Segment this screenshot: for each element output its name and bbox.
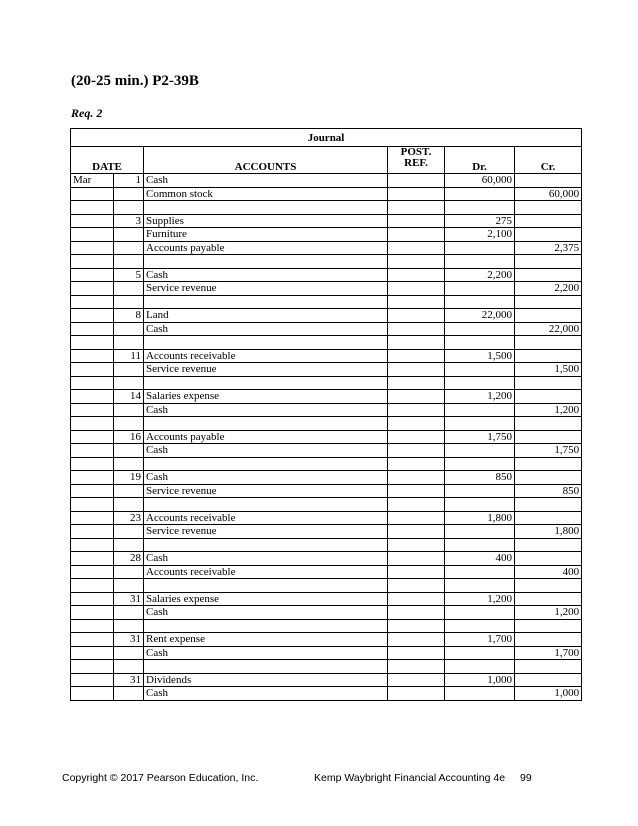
credit-cell bbox=[515, 268, 582, 282]
day-cell bbox=[114, 241, 144, 255]
post-ref-cell bbox=[388, 633, 445, 647]
empty-cell bbox=[388, 660, 445, 674]
copyright-notice: Copyright © 2017 Pearson Education, Inc. bbox=[62, 772, 259, 784]
post-ref-cell bbox=[388, 174, 445, 188]
empty-cell bbox=[445, 660, 515, 674]
credit-cell: 2,200 bbox=[515, 282, 582, 296]
day-cell bbox=[114, 646, 144, 660]
post-ref-cell bbox=[388, 349, 445, 363]
credit-cell bbox=[515, 214, 582, 228]
month-cell bbox=[71, 633, 114, 647]
account-cell: Rent expense bbox=[144, 633, 388, 647]
book-title: Kemp Waybright Financial Accounting 4e bbox=[314, 772, 506, 784]
post-ref-cell bbox=[388, 552, 445, 566]
empty-cell bbox=[388, 498, 445, 512]
journal-row bbox=[71, 633, 582, 647]
credit-cell bbox=[515, 633, 582, 647]
credit-cell bbox=[515, 430, 582, 444]
spacer-row bbox=[71, 376, 582, 390]
journal-row bbox=[71, 187, 582, 201]
journal-row bbox=[71, 228, 582, 242]
debit-cell bbox=[445, 565, 515, 579]
empty-cell bbox=[445, 498, 515, 512]
month-cell bbox=[71, 214, 114, 228]
empty-cell bbox=[388, 336, 445, 350]
day-cell bbox=[114, 403, 144, 417]
post-ref-cell bbox=[388, 484, 445, 498]
debit-cell bbox=[445, 525, 515, 539]
empty-cell bbox=[445, 376, 515, 390]
empty-cell bbox=[114, 498, 144, 512]
empty-cell bbox=[71, 579, 114, 593]
credit-cell bbox=[515, 228, 582, 242]
day-cell: 31 bbox=[114, 592, 144, 606]
empty-cell bbox=[71, 498, 114, 512]
account-cell: Service revenue bbox=[144, 525, 388, 539]
month-cell bbox=[71, 228, 114, 242]
account-cell: Accounts receivable bbox=[144, 349, 388, 363]
debit-cell bbox=[445, 322, 515, 336]
date-header: DATE bbox=[71, 147, 144, 174]
journal-row bbox=[71, 268, 582, 282]
month-cell bbox=[71, 565, 114, 579]
empty-cell bbox=[144, 417, 388, 431]
credit-cell bbox=[515, 592, 582, 606]
debit-cell bbox=[445, 403, 515, 417]
empty-cell bbox=[144, 457, 388, 471]
month-cell bbox=[71, 241, 114, 255]
day-cell bbox=[114, 228, 144, 242]
journal-row bbox=[71, 673, 582, 687]
debit-cell bbox=[445, 187, 515, 201]
credit-cell: 2,375 bbox=[515, 241, 582, 255]
month-cell bbox=[71, 511, 114, 525]
debit-cell: 850 bbox=[445, 471, 515, 485]
empty-cell bbox=[388, 538, 445, 552]
journal-row bbox=[71, 471, 582, 485]
post-ref-cell bbox=[388, 606, 445, 620]
empty-cell bbox=[114, 255, 144, 269]
account-cell: Service revenue bbox=[144, 484, 388, 498]
credit-cell: 400 bbox=[515, 565, 582, 579]
requirement-label: Req. 2 bbox=[71, 106, 103, 120]
empty-cell bbox=[144, 336, 388, 350]
debit-cell: 400 bbox=[445, 552, 515, 566]
spacer-row bbox=[71, 619, 582, 633]
credit-cell bbox=[515, 349, 582, 363]
account-cell: Cash bbox=[144, 444, 388, 458]
post-ref-cell bbox=[388, 187, 445, 201]
empty-cell bbox=[71, 376, 114, 390]
debit-cell bbox=[445, 282, 515, 296]
post-ref-cell bbox=[388, 565, 445, 579]
post-ref-cell bbox=[388, 241, 445, 255]
account-cell: Cash bbox=[144, 646, 388, 660]
empty-cell bbox=[515, 619, 582, 633]
credit-cell bbox=[515, 174, 582, 188]
debit-cell: 22,000 bbox=[445, 309, 515, 323]
empty-cell bbox=[445, 579, 515, 593]
account-cell: Cash bbox=[144, 268, 388, 282]
account-cell: Cash bbox=[144, 322, 388, 336]
journal-title: Journal bbox=[71, 129, 582, 147]
journal-row bbox=[71, 592, 582, 606]
day-cell bbox=[114, 322, 144, 336]
day-cell bbox=[114, 606, 144, 620]
spacer-row bbox=[71, 336, 582, 350]
spacer-row bbox=[71, 538, 582, 552]
month-cell bbox=[71, 687, 114, 701]
empty-cell bbox=[114, 336, 144, 350]
journal-row bbox=[71, 322, 582, 336]
month-cell bbox=[71, 309, 114, 323]
post-ref-cell bbox=[388, 363, 445, 377]
empty-cell bbox=[144, 660, 388, 674]
empty-cell bbox=[515, 201, 582, 215]
empty-cell bbox=[144, 255, 388, 269]
debit-cell: 1,500 bbox=[445, 349, 515, 363]
debit-cell: 2,100 bbox=[445, 228, 515, 242]
journal-row bbox=[71, 525, 582, 539]
account-cell: Land bbox=[144, 309, 388, 323]
empty-cell bbox=[515, 660, 582, 674]
account-cell: Service revenue bbox=[144, 282, 388, 296]
spacer-row bbox=[71, 457, 582, 471]
empty-cell bbox=[445, 295, 515, 309]
month-cell bbox=[71, 322, 114, 336]
empty-cell bbox=[388, 619, 445, 633]
account-cell: Cash bbox=[144, 471, 388, 485]
day-cell: 19 bbox=[114, 471, 144, 485]
credit-cell: 1,500 bbox=[515, 363, 582, 377]
post-ref-cell bbox=[388, 511, 445, 525]
month-cell bbox=[71, 187, 114, 201]
empty-cell bbox=[114, 660, 144, 674]
account-cell: Accounts payable bbox=[144, 241, 388, 255]
debit-cell: 60,000 bbox=[445, 174, 515, 188]
credit-cell: 1,800 bbox=[515, 525, 582, 539]
empty-cell bbox=[445, 619, 515, 633]
journal-row bbox=[71, 430, 582, 444]
empty-cell bbox=[388, 457, 445, 471]
post-ref-cell bbox=[388, 214, 445, 228]
account-cell: Common stock bbox=[144, 187, 388, 201]
credit-cell bbox=[515, 471, 582, 485]
credit-cell: 22,000 bbox=[515, 322, 582, 336]
post-ref-cell bbox=[388, 228, 445, 242]
day-cell: 14 bbox=[114, 390, 144, 404]
account-cell: Accounts receivable bbox=[144, 565, 388, 579]
month-cell bbox=[71, 646, 114, 660]
account-cell: Accounts payable bbox=[144, 430, 388, 444]
credit-cell: 850 bbox=[515, 484, 582, 498]
empty-cell bbox=[515, 538, 582, 552]
month-cell bbox=[71, 552, 114, 566]
empty-cell bbox=[445, 255, 515, 269]
empty-cell bbox=[515, 579, 582, 593]
empty-cell bbox=[144, 619, 388, 633]
month-cell bbox=[71, 282, 114, 296]
empty-cell bbox=[515, 336, 582, 350]
day-cell bbox=[114, 363, 144, 377]
debit-cell bbox=[445, 241, 515, 255]
month-cell bbox=[71, 444, 114, 458]
post-ref-cell bbox=[388, 525, 445, 539]
empty-cell bbox=[515, 417, 582, 431]
debit-cell: 275 bbox=[445, 214, 515, 228]
spacer-row bbox=[71, 498, 582, 512]
credit-cell bbox=[515, 390, 582, 404]
empty-cell bbox=[445, 336, 515, 350]
spacer-row bbox=[71, 201, 582, 215]
month-cell bbox=[71, 349, 114, 363]
post-ref-cell bbox=[388, 390, 445, 404]
day-cell bbox=[114, 525, 144, 539]
journal-row bbox=[71, 606, 582, 620]
empty-cell bbox=[71, 201, 114, 215]
month-cell bbox=[71, 592, 114, 606]
empty-cell bbox=[445, 201, 515, 215]
debit-cell bbox=[445, 606, 515, 620]
empty-cell bbox=[144, 295, 388, 309]
post-ref-cell bbox=[388, 403, 445, 417]
empty-cell bbox=[114, 417, 144, 431]
month-cell bbox=[71, 673, 114, 687]
debit-cell: 1,000 bbox=[445, 673, 515, 687]
debit-header: Dr. bbox=[445, 147, 515, 174]
post-ref-header: POST. REF. bbox=[388, 147, 445, 174]
day-cell: 11 bbox=[114, 349, 144, 363]
day-cell: 31 bbox=[114, 633, 144, 647]
post-ref-cell bbox=[388, 309, 445, 323]
empty-cell bbox=[515, 376, 582, 390]
journal-row bbox=[71, 282, 582, 296]
empty-cell bbox=[388, 295, 445, 309]
day-cell bbox=[114, 565, 144, 579]
post-ref-cell bbox=[388, 687, 445, 701]
post-ref-cell bbox=[388, 282, 445, 296]
journal-row bbox=[71, 309, 582, 323]
day-cell bbox=[114, 484, 144, 498]
empty-cell bbox=[388, 579, 445, 593]
debit-cell: 1,800 bbox=[445, 511, 515, 525]
empty-cell bbox=[445, 417, 515, 431]
day-cell: 5 bbox=[114, 268, 144, 282]
journal-row bbox=[71, 444, 582, 458]
page-number: 99 bbox=[520, 772, 532, 784]
day-cell: 28 bbox=[114, 552, 144, 566]
empty-cell bbox=[71, 660, 114, 674]
empty-cell bbox=[144, 498, 388, 512]
spacer-row bbox=[71, 579, 582, 593]
journal-row bbox=[71, 349, 582, 363]
empty-cell bbox=[388, 255, 445, 269]
account-cell: Cash bbox=[144, 552, 388, 566]
debit-cell bbox=[445, 484, 515, 498]
month-cell bbox=[71, 525, 114, 539]
debit-cell: 1,700 bbox=[445, 633, 515, 647]
post-ref-cell bbox=[388, 673, 445, 687]
post-ref-cell bbox=[388, 471, 445, 485]
account-cell: Cash bbox=[144, 606, 388, 620]
month-cell: Mar bbox=[71, 174, 114, 188]
account-cell: Salaries expense bbox=[144, 592, 388, 606]
debit-cell bbox=[445, 444, 515, 458]
account-cell: Accounts receivable bbox=[144, 511, 388, 525]
empty-cell bbox=[114, 538, 144, 552]
month-cell bbox=[71, 403, 114, 417]
debit-cell bbox=[445, 646, 515, 660]
journal-row bbox=[71, 646, 582, 660]
spacer-row bbox=[71, 660, 582, 674]
post-ref-cell bbox=[388, 592, 445, 606]
empty-cell bbox=[71, 619, 114, 633]
empty-cell bbox=[114, 579, 144, 593]
credit-cell: 1,700 bbox=[515, 646, 582, 660]
spacer-row bbox=[71, 417, 582, 431]
journal-row bbox=[71, 363, 582, 377]
month-cell bbox=[71, 268, 114, 282]
empty-cell bbox=[144, 201, 388, 215]
journal-row bbox=[71, 484, 582, 498]
empty-cell bbox=[515, 255, 582, 269]
day-cell: 31 bbox=[114, 673, 144, 687]
month-cell bbox=[71, 471, 114, 485]
empty-cell bbox=[114, 619, 144, 633]
account-cell: Furniture bbox=[144, 228, 388, 242]
empty-cell bbox=[515, 295, 582, 309]
debit-cell bbox=[445, 687, 515, 701]
month-cell bbox=[71, 390, 114, 404]
day-cell: 8 bbox=[114, 309, 144, 323]
empty-cell bbox=[445, 457, 515, 471]
credit-cell: 1,200 bbox=[515, 403, 582, 417]
empty-cell bbox=[388, 417, 445, 431]
accounts-header: ACCOUNTS bbox=[144, 147, 388, 174]
empty-cell bbox=[144, 579, 388, 593]
account-cell: Dividends bbox=[144, 673, 388, 687]
journal-table bbox=[70, 128, 582, 701]
empty-cell bbox=[114, 457, 144, 471]
empty-cell bbox=[114, 295, 144, 309]
journal-row bbox=[71, 390, 582, 404]
journal-row bbox=[71, 687, 582, 701]
day-cell bbox=[114, 687, 144, 701]
month-cell bbox=[71, 606, 114, 620]
credit-header: Cr. bbox=[515, 147, 582, 174]
empty-cell bbox=[71, 336, 114, 350]
post-ref-cell bbox=[388, 444, 445, 458]
debit-cell: 1,200 bbox=[445, 390, 515, 404]
empty-cell bbox=[515, 498, 582, 512]
day-cell: 3 bbox=[114, 214, 144, 228]
empty-cell bbox=[144, 376, 388, 390]
empty-cell bbox=[144, 538, 388, 552]
empty-cell bbox=[71, 295, 114, 309]
day-cell bbox=[114, 282, 144, 296]
account-cell: Service revenue bbox=[144, 363, 388, 377]
post-ref-cell bbox=[388, 268, 445, 282]
journal-row bbox=[71, 511, 582, 525]
spacer-row bbox=[71, 295, 582, 309]
month-cell bbox=[71, 363, 114, 377]
day-cell bbox=[114, 444, 144, 458]
day-cell: 1 bbox=[114, 174, 144, 188]
month-cell bbox=[71, 484, 114, 498]
debit-cell bbox=[445, 363, 515, 377]
debit-cell: 2,200 bbox=[445, 268, 515, 282]
empty-cell bbox=[445, 538, 515, 552]
day-cell: 16 bbox=[114, 430, 144, 444]
credit-cell: 1,750 bbox=[515, 444, 582, 458]
empty-cell bbox=[71, 255, 114, 269]
account-cell: Supplies bbox=[144, 214, 388, 228]
journal-row bbox=[71, 552, 582, 566]
credit-cell: 1,000 bbox=[515, 687, 582, 701]
credit-cell bbox=[515, 511, 582, 525]
credit-cell bbox=[515, 309, 582, 323]
post-ref-cell bbox=[388, 430, 445, 444]
account-cell: Salaries expense bbox=[144, 390, 388, 404]
empty-cell bbox=[515, 457, 582, 471]
journal-row bbox=[71, 174, 582, 188]
empty-cell bbox=[114, 376, 144, 390]
empty-cell bbox=[71, 538, 114, 552]
month-cell bbox=[71, 430, 114, 444]
credit-cell: 1,200 bbox=[515, 606, 582, 620]
empty-cell bbox=[388, 201, 445, 215]
day-cell: 23 bbox=[114, 511, 144, 525]
empty-cell bbox=[388, 376, 445, 390]
journal-row bbox=[71, 565, 582, 579]
journal-row bbox=[71, 214, 582, 228]
spacer-row bbox=[71, 255, 582, 269]
credit-cell bbox=[515, 552, 582, 566]
account-cell: Cash bbox=[144, 403, 388, 417]
credit-cell bbox=[515, 673, 582, 687]
post-ref-cell bbox=[388, 646, 445, 660]
post-ref-cell bbox=[388, 322, 445, 336]
empty-cell bbox=[114, 201, 144, 215]
debit-cell: 1,750 bbox=[445, 430, 515, 444]
journal-row bbox=[71, 403, 582, 417]
debit-cell: 1,200 bbox=[445, 592, 515, 606]
problem-heading: (20-25 min.) P2-39B bbox=[71, 73, 199, 89]
credit-cell: 60,000 bbox=[515, 187, 582, 201]
empty-cell bbox=[71, 457, 114, 471]
day-cell bbox=[114, 187, 144, 201]
empty-cell bbox=[71, 417, 114, 431]
account-cell: Cash bbox=[144, 174, 388, 188]
journal-row bbox=[71, 241, 582, 255]
account-cell: Cash bbox=[144, 687, 388, 701]
